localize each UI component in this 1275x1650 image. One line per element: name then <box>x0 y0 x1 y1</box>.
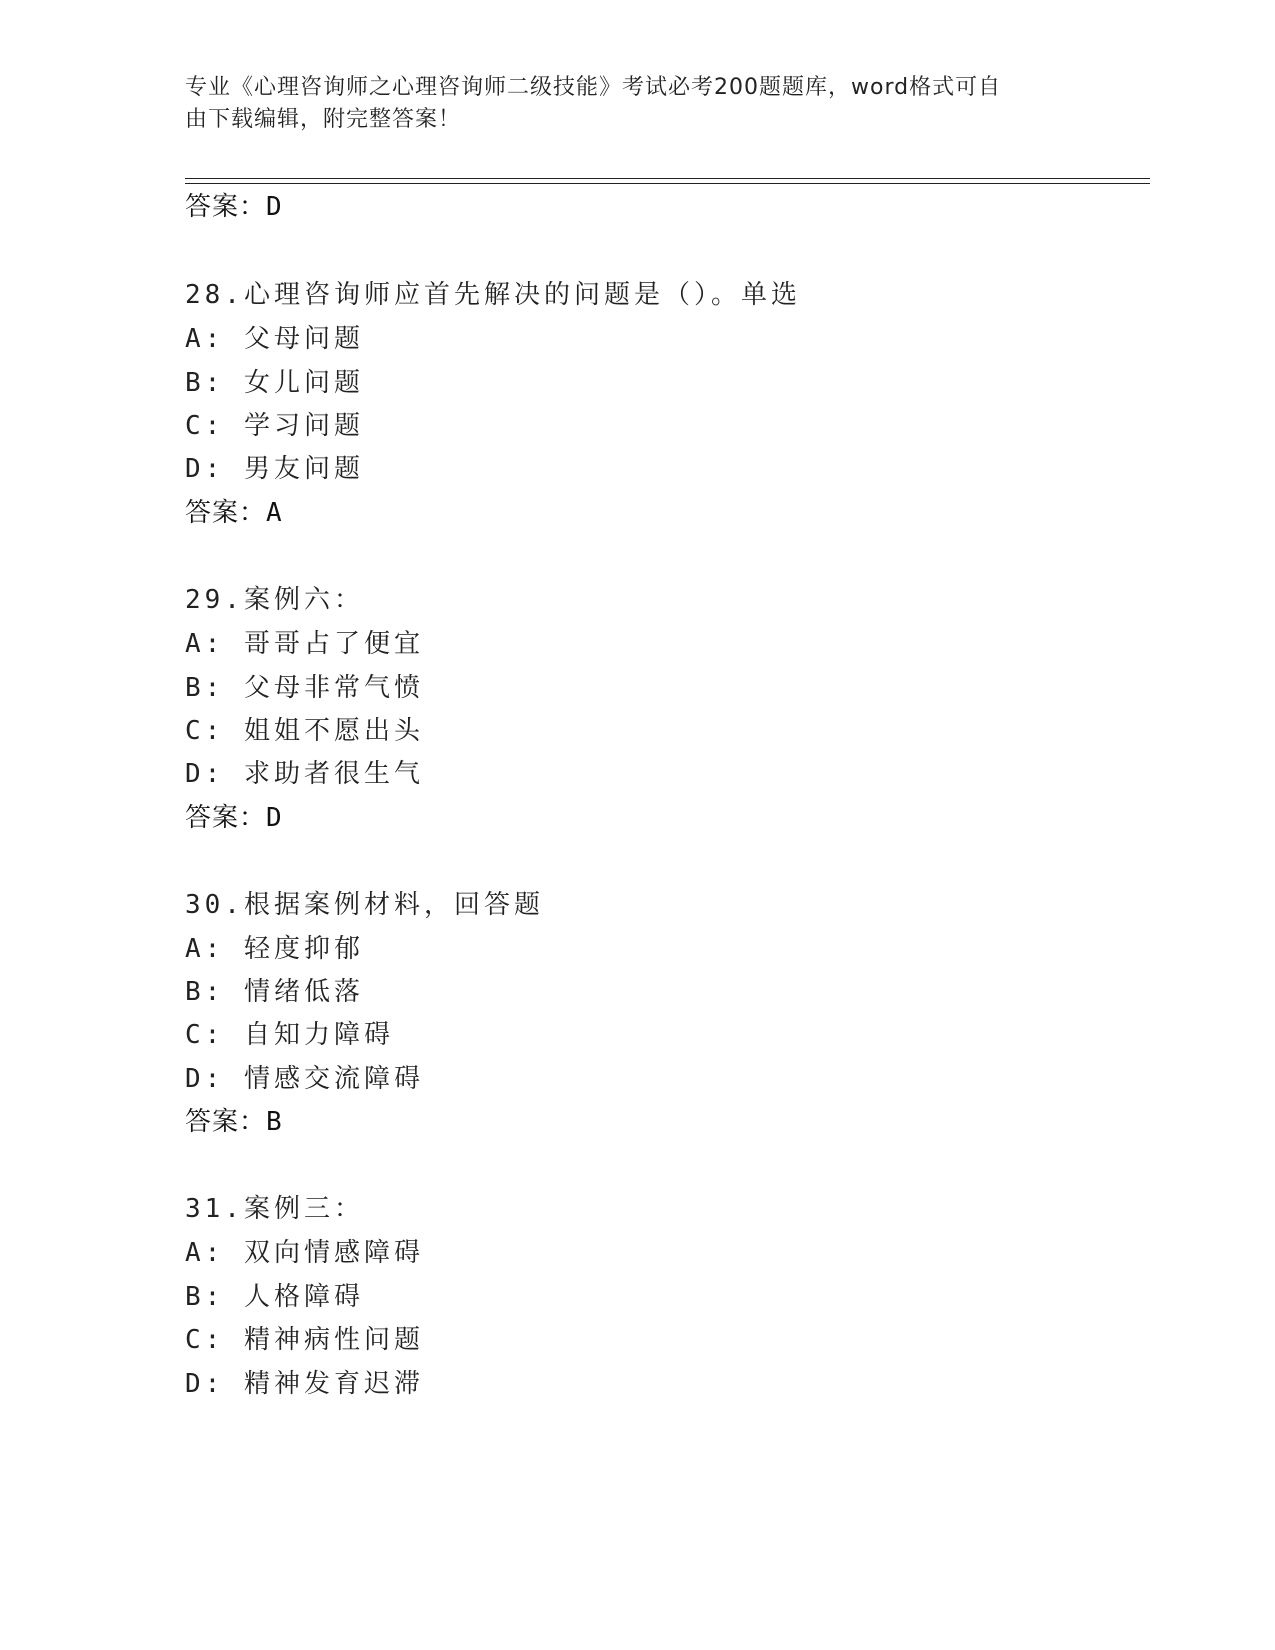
question-30-option-b: B: 情绪低落 <box>185 977 364 1007</box>
question-29-option-d: D: 求助者很生气 <box>185 759 424 789</box>
answer-prefix: 答案： <box>185 803 267 833</box>
answer-value: D <box>266 192 283 222</box>
answer-prefix: 答案： <box>185 1107 267 1137</box>
question-30-option-c: C: 自知力障碍 <box>185 1020 394 1050</box>
answer-value: D <box>266 803 283 833</box>
question-31-option-a: A: 双向情感障碍 <box>185 1238 424 1268</box>
header-divider-bottom <box>185 183 1150 184</box>
answer-30 <box>185 1105 283 1139</box>
document-header <box>185 72 1065 136</box>
question-31: 31.案例三： <box>185 1194 364 1224</box>
answer-28 <box>185 496 283 530</box>
question-30-option-d: D: 情感交流障碍 <box>185 1064 424 1094</box>
answer-29 <box>185 801 283 835</box>
question-31-option-b: B: 人格障碍 <box>185 1282 364 1312</box>
answer-prefix: 答案： <box>185 498 267 528</box>
question-31-option-c: C: 精神病性问题 <box>185 1325 424 1355</box>
question-29-option-c: C: 姐姐不愿出头 <box>185 716 424 746</box>
question-28-option-a: A: 父母问题 <box>185 324 364 354</box>
header-divider-top <box>185 178 1150 179</box>
header-line-1: 专业《心理咨询师之心理咨询师二级技能》考试必考200题题库，word格式可自 <box>185 75 1002 100</box>
question-29-option-a: A: 哥哥占了便宜 <box>185 629 424 659</box>
question-28-option-b: B: 女儿问题 <box>185 368 364 398</box>
answer-value: A <box>266 498 283 528</box>
question-30: 30.根据案例材料，回答题 <box>185 890 544 920</box>
answer-value: B <box>266 1107 283 1137</box>
question-31-option-d: D: 精神发育迟滞 <box>185 1369 424 1399</box>
question-30-option-a: A: 轻度抑郁 <box>185 934 364 964</box>
question-28: 28.心理咨询师应首先解决的问题是（）。单选 <box>185 280 801 310</box>
question-29: 29.案例六： <box>185 585 364 615</box>
question-28-option-c: C: 学习问题 <box>185 411 364 441</box>
answer-prefix: 答案： <box>185 192 267 222</box>
header-line-2: 由下载编辑，附完整答案！ <box>185 107 462 132</box>
question-28-option-d: D: 男友问题 <box>185 454 364 484</box>
answer-27 <box>185 190 283 224</box>
question-29-option-b: B: 父母非常气愤 <box>185 673 424 703</box>
